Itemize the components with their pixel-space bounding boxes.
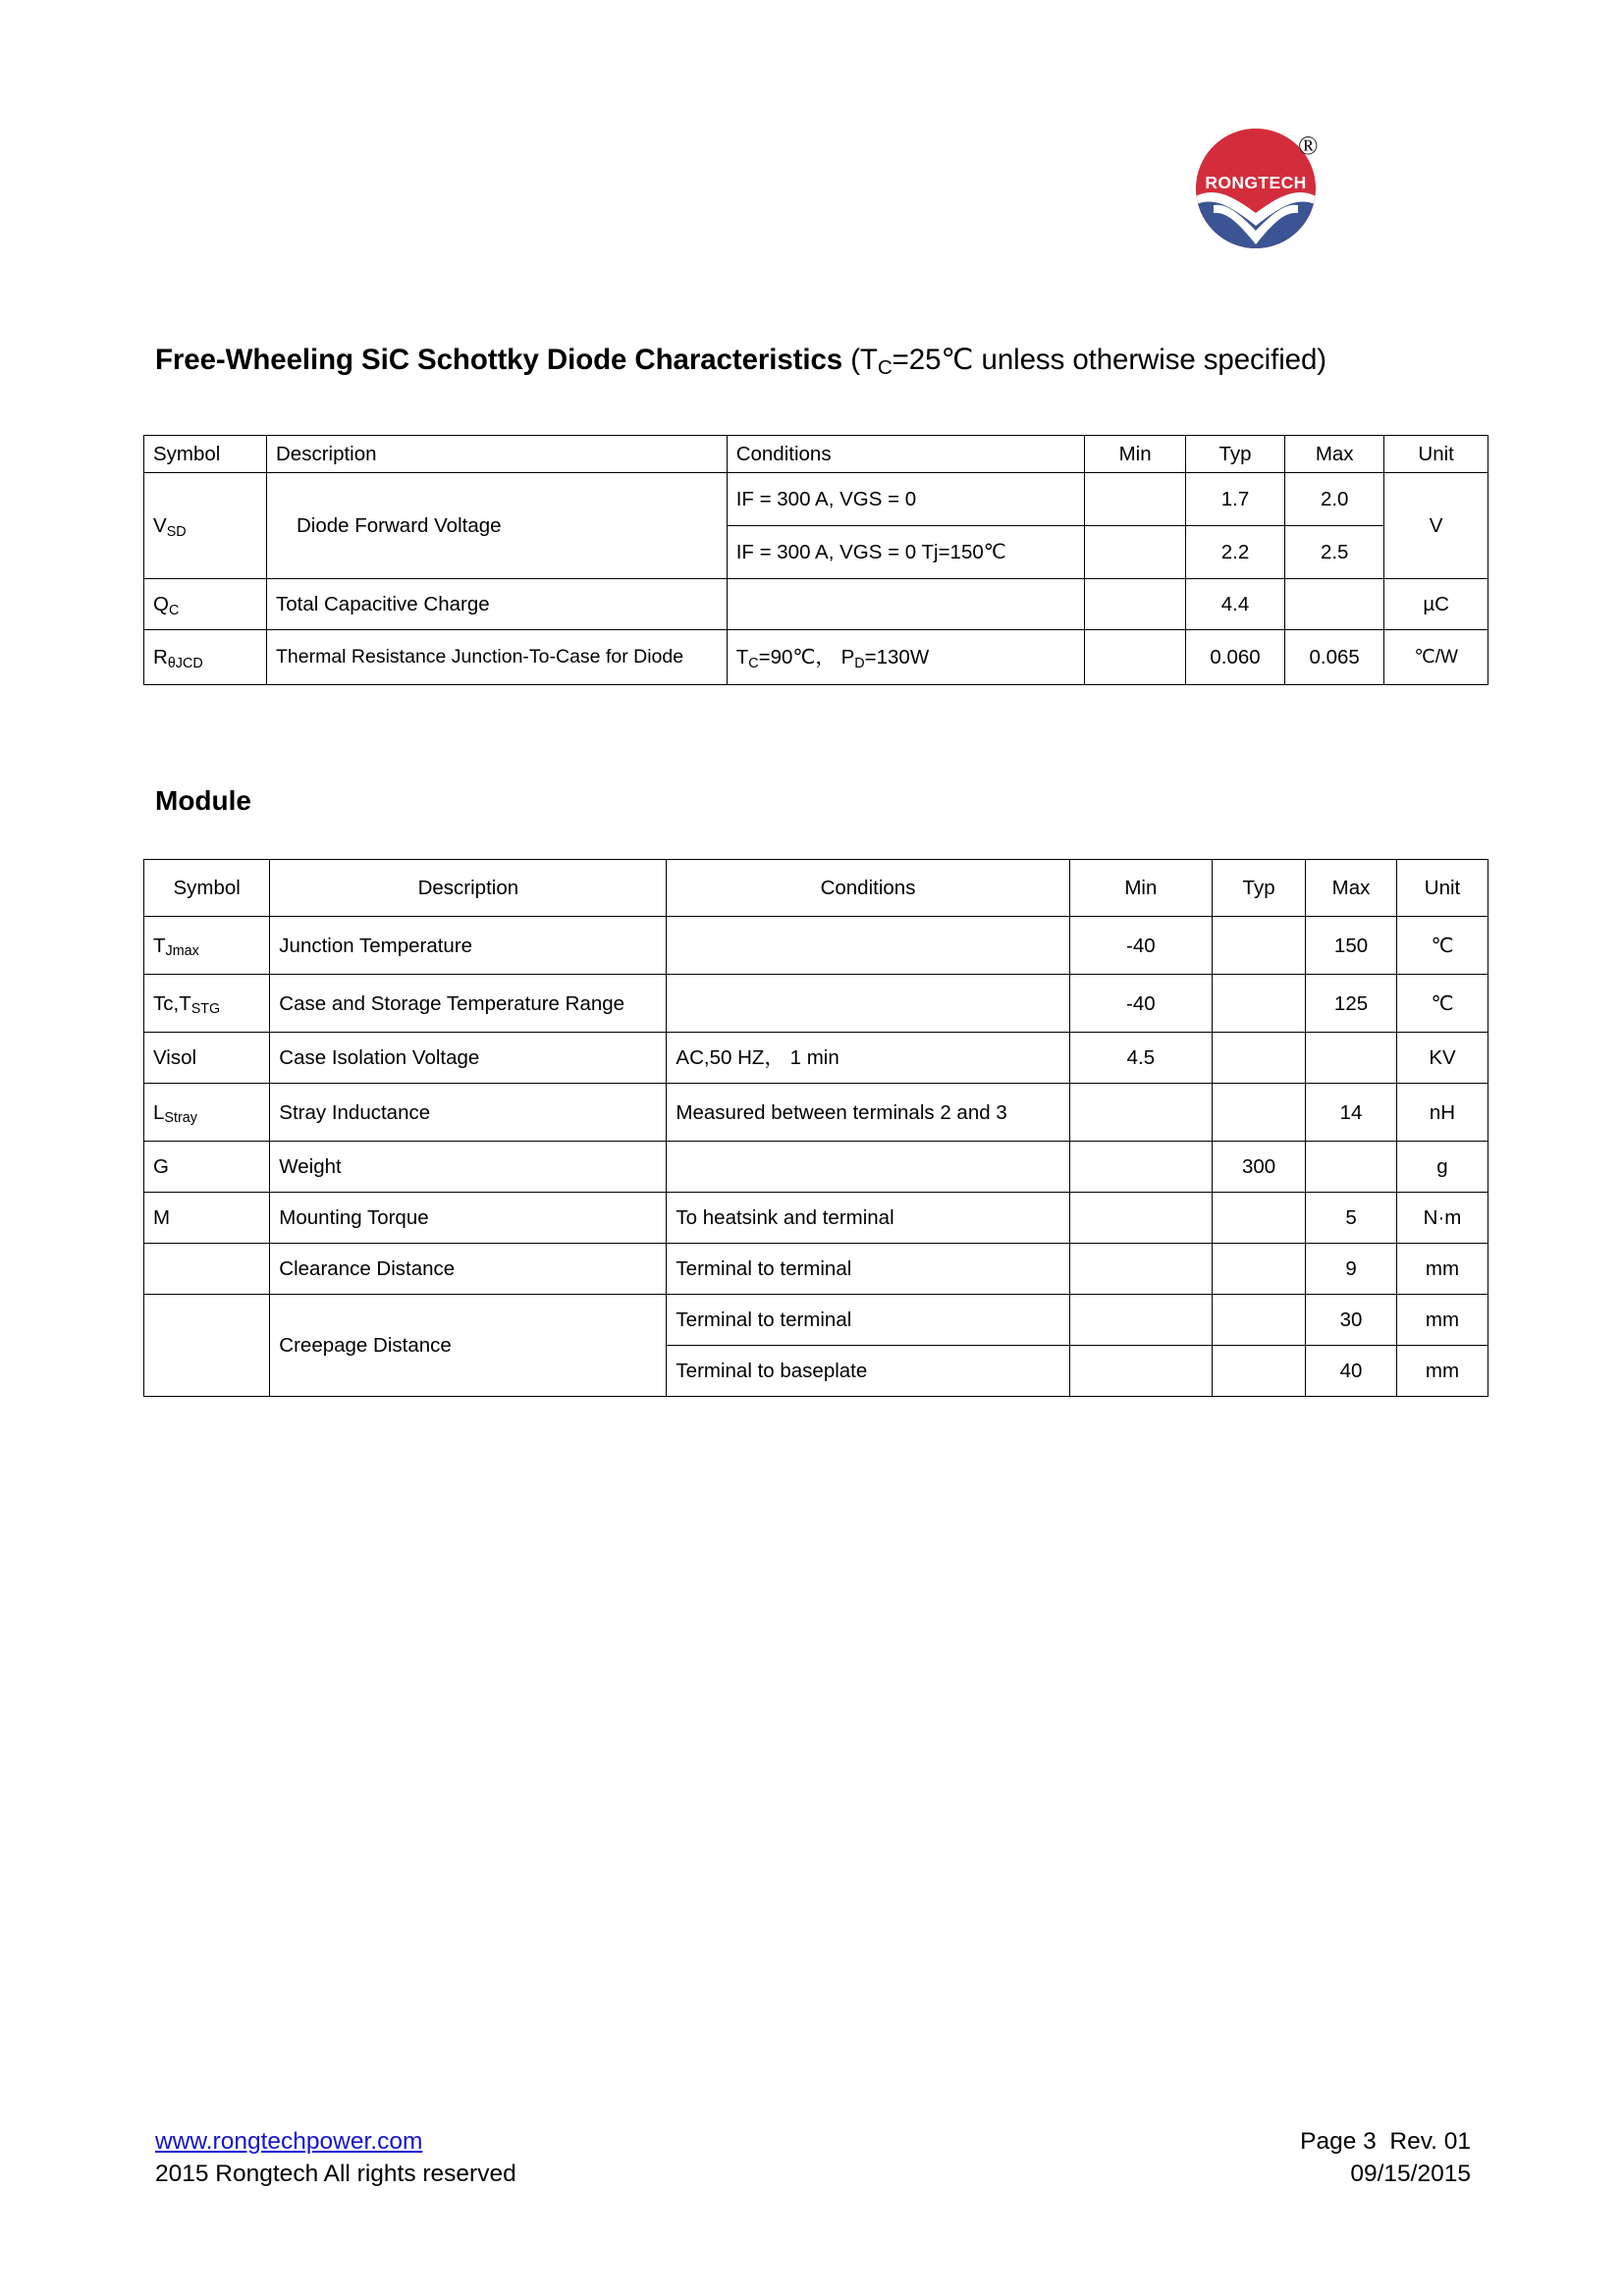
cell-min: [1085, 579, 1186, 630]
col-header-symbol: Symbol: [144, 436, 267, 473]
cell-description: Diode Forward Voltage: [266, 473, 727, 579]
cell-description: Mounting Torque: [270, 1193, 667, 1244]
cell-min: [1069, 1244, 1212, 1295]
symbol-base: Q: [153, 593, 169, 615]
cell-min: [1069, 1193, 1212, 1244]
cell-conditions: [667, 917, 1069, 975]
cell-typ: [1213, 1084, 1306, 1142]
col-header-min: Min: [1085, 436, 1186, 473]
cell-symbol: [144, 975, 270, 1033]
table-row: [144, 975, 1488, 1033]
cell-symbol: [144, 917, 270, 975]
cell-unit: ℃/W: [1384, 630, 1488, 685]
cell-min: [1069, 1295, 1212, 1346]
table-row: [144, 630, 1488, 685]
cell-symbol: [144, 1033, 270, 1084]
col-header-description: Description: [266, 436, 727, 473]
cell-symbol: [144, 1244, 270, 1295]
symbol-base: G: [153, 1155, 169, 1178]
cell-unit: g: [1397, 1142, 1488, 1193]
cell-unit: mm: [1397, 1295, 1488, 1346]
website-link[interactable]: www.rongtechpower.com: [155, 2128, 423, 2155]
cell-max: 2.0: [1285, 473, 1384, 526]
cell-conditions: Terminal to terminal: [667, 1295, 1069, 1346]
cell-typ: [1213, 1295, 1306, 1346]
cell-conditions: IF = 300 A, VGS = 0 Tj=150℃: [727, 526, 1085, 579]
cell-typ: 0.060: [1185, 630, 1284, 685]
symbol-subscript: θJCD: [167, 655, 203, 671]
cell-typ: [1213, 917, 1306, 975]
cell-symbol: [144, 1142, 270, 1193]
cell-max: 30: [1306, 1295, 1397, 1346]
symbol-subscript: C: [168, 602, 180, 618]
cell-description: Junction Temperature: [270, 917, 667, 975]
cell-unit: N·m: [1397, 1193, 1488, 1244]
cell-min: [1069, 1084, 1212, 1142]
cell-unit: ℃: [1397, 917, 1488, 975]
cell-max: 150: [1306, 917, 1397, 975]
table-row: [144, 1033, 1488, 1084]
cell-symbol: [144, 579, 267, 630]
cell-max: 9: [1306, 1244, 1397, 1295]
symbol-base: M: [153, 1206, 171, 1229]
cell-min: [1085, 526, 1186, 579]
table-row: [144, 1142, 1488, 1193]
cell-unit: V: [1384, 473, 1488, 579]
cell-unit: nH: [1397, 1084, 1488, 1142]
col-header-conditions: Conditions: [727, 436, 1085, 473]
cell-max: 2.5: [1285, 526, 1384, 579]
symbol-base: V: [153, 514, 167, 537]
cell-max: 125: [1306, 975, 1397, 1033]
cell-typ: 2.2: [1185, 526, 1284, 579]
cell-description: Thermal Resistance Junction-To-Case for Diode: [266, 630, 727, 685]
cell-max: 5: [1306, 1193, 1397, 1244]
cell-min: 4.5: [1069, 1033, 1212, 1084]
symbol-subscript: STG: [190, 1001, 221, 1018]
table-row: [144, 1244, 1488, 1295]
symbol-base: R: [153, 646, 168, 668]
symbol-base: Visol: [153, 1046, 197, 1069]
page-footer: [155, 2126, 1471, 2190]
cell-conditions: To heatsink and terminal: [667, 1193, 1069, 1244]
col-header-typ: Typ: [1213, 860, 1306, 917]
cell-typ: [1213, 1193, 1306, 1244]
page-revision: Page 3 Rev. 01: [1300, 2128, 1471, 2155]
cell-max: 0.065: [1285, 630, 1384, 685]
cell-description: Weight: [270, 1142, 667, 1193]
table-row: [144, 1295, 1488, 1346]
page-title-bold: Free-Wheeling SiC Schottky Diode Characteristics: [155, 344, 851, 376]
cell-unit: mm: [1397, 1244, 1488, 1295]
registered-trademark-icon: ®: [1298, 131, 1319, 160]
cell-symbol: [144, 1193, 270, 1244]
revision-date: 09/15/2015: [1350, 2160, 1471, 2187]
cell-typ: [1213, 1033, 1306, 1084]
col-header-conditions: Conditions: [667, 860, 1069, 917]
cell-symbol: [144, 1084, 270, 1142]
table-row: [144, 1084, 1488, 1142]
symbol-subscript: Stray: [164, 1110, 197, 1127]
table-row: [144, 1193, 1488, 1244]
module-characteristics-table: [143, 859, 1488, 1397]
diode-characteristics-table: [143, 435, 1488, 685]
col-header-max: Max: [1306, 860, 1397, 917]
table-row: [144, 917, 1488, 975]
cell-min: -40: [1069, 917, 1212, 975]
cell-conditions: AC,50 HZ， 1 min: [667, 1033, 1069, 1084]
cell-conditions: $T_C=90℃$， $P_D=130W$: [727, 630, 1085, 685]
cell-description: Creepage Distance: [270, 1295, 667, 1397]
cell-min: [1069, 1346, 1212, 1397]
cell-conditions: IF = 300 A, VGS = 0: [727, 473, 1085, 526]
page-title-condition: ($T_C=25℃$ unless otherwise specified): [850, 343, 1327, 380]
cell-description: Case and Storage Temperature Range: [270, 975, 667, 1033]
cell-unit: mm: [1397, 1346, 1488, 1397]
col-header-description: Description: [270, 860, 667, 917]
cell-conditions: [667, 975, 1069, 1033]
cell-typ: 4.4: [1185, 579, 1284, 630]
cell-symbol: [144, 1295, 270, 1397]
cell-conditions: [667, 1142, 1069, 1193]
symbol-base: T: [153, 934, 166, 957]
logo-wordmark: RONGTECH: [1205, 173, 1307, 192]
col-header-max: Max: [1285, 436, 1384, 473]
cell-max: [1306, 1142, 1397, 1193]
col-header-unit: Unit: [1384, 436, 1488, 473]
symbol-base: L: [153, 1100, 165, 1124]
cell-min: [1085, 473, 1186, 526]
symbol-subscript: SD: [166, 523, 187, 540]
col-header-typ: Typ: [1185, 436, 1284, 473]
page-title: [155, 343, 1327, 380]
cell-min: -40: [1069, 975, 1212, 1033]
module-section-heading: Module: [155, 785, 251, 816]
cell-description: Clearance Distance: [270, 1244, 667, 1295]
cell-max: [1306, 1033, 1397, 1084]
cell-symbol: [144, 473, 267, 579]
copyright-text: 2015 Rongtech All rights reserved: [155, 2160, 516, 2187]
cell-min: [1069, 1142, 1212, 1193]
cell-max: 14: [1306, 1084, 1397, 1142]
cell-conditions: Terminal to terminal: [667, 1244, 1069, 1295]
col-header-min: Min: [1069, 860, 1212, 917]
table-row: [144, 579, 1488, 630]
cell-conditions: Terminal to baseplate: [667, 1346, 1069, 1397]
cell-typ: 300: [1213, 1142, 1306, 1193]
cell-description: Stray Inductance: [270, 1084, 667, 1142]
cell-unit: KV: [1397, 1033, 1488, 1084]
cell-unit: µC: [1384, 579, 1488, 630]
cell-conditions: Measured between terminals 2 and 3: [667, 1084, 1069, 1142]
table-header-row: [144, 436, 1488, 473]
cell-description: Total Capacitive Charge: [266, 579, 727, 630]
col-header-unit: Unit: [1397, 860, 1488, 917]
cell-max: 40: [1306, 1346, 1397, 1397]
table-header-row: [144, 860, 1488, 917]
cell-max: [1285, 579, 1384, 630]
table-row: [144, 473, 1488, 526]
cell-min: [1085, 630, 1186, 685]
symbol-subscript: Jmax: [165, 943, 199, 960]
cell-symbol: [144, 630, 267, 685]
cell-unit: ℃: [1397, 975, 1488, 1033]
cell-typ: [1213, 1244, 1306, 1295]
cell-typ: [1213, 1346, 1306, 1397]
col-header-symbol: Symbol: [144, 860, 270, 917]
symbol-base: Tc,T: [153, 991, 191, 1015]
rongtech-logo: [1196, 121, 1338, 248]
cell-description: Case Isolation Voltage: [270, 1033, 667, 1084]
cell-conditions: [727, 579, 1085, 630]
cell-typ: 1.7: [1185, 473, 1284, 526]
cell-typ: [1213, 975, 1306, 1033]
